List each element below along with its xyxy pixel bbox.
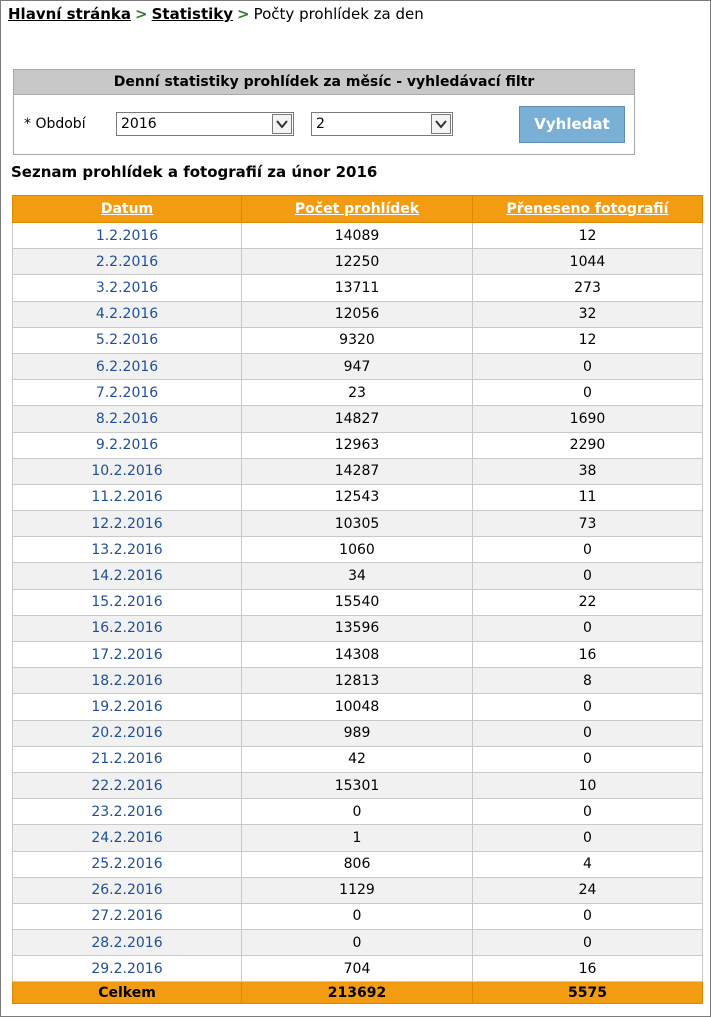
table-row	[13, 746, 703, 772]
visits-cell: 34	[242, 563, 473, 589]
date-cell[interactable]: 11.2.2016	[13, 484, 242, 510]
visits-cell: 23	[242, 380, 473, 406]
total-visits: 213692	[242, 982, 473, 1004]
year-select[interactable]	[116, 112, 294, 136]
date-cell[interactable]: 8.2.2016	[13, 406, 242, 432]
date-cell[interactable]: 7.2.2016	[13, 380, 242, 406]
table-header-row	[13, 196, 703, 223]
sort-link-visits[interactable]: Počet prohlídek	[294, 201, 420, 217]
table-row	[13, 249, 703, 275]
date-cell[interactable]: 1.2.2016	[13, 223, 242, 249]
table-row	[13, 511, 703, 537]
table-row	[13, 877, 703, 903]
table-row	[13, 223, 703, 249]
table-row	[13, 353, 703, 379]
visits-cell: 13596	[242, 615, 473, 641]
date-cell[interactable]: 6.2.2016	[13, 353, 242, 379]
photos-cell: 16	[473, 642, 703, 668]
month-select[interactable]	[311, 112, 453, 136]
table-row	[13, 589, 703, 615]
table-row	[13, 537, 703, 563]
table-row	[13, 956, 703, 982]
breadcrumb-home-link[interactable]: Hlavní stránka	[8, 5, 132, 23]
photos-cell: 0	[473, 615, 703, 641]
visits-cell: 12543	[242, 484, 473, 510]
visits-cell: 10305	[242, 511, 473, 537]
visits-cell: 15301	[242, 772, 473, 798]
table-row	[13, 301, 703, 327]
photos-cell: 0	[473, 799, 703, 825]
column-header-date[interactable]	[13, 196, 242, 223]
date-cell[interactable]: 3.2.2016	[13, 275, 242, 301]
photos-cell: 0	[473, 537, 703, 563]
visits-cell: 15540	[242, 589, 473, 615]
statistics-table	[12, 195, 703, 1004]
visits-cell: 14827	[242, 406, 473, 432]
photos-cell: 1044	[473, 249, 703, 275]
visits-cell: 14308	[242, 642, 473, 668]
photos-cell: 16	[473, 956, 703, 982]
visits-cell: 0	[242, 903, 473, 929]
date-cell[interactable]: 9.2.2016	[13, 432, 242, 458]
search-filter-panel	[13, 69, 635, 155]
table-row	[13, 275, 703, 301]
date-cell[interactable]: 29.2.2016	[13, 956, 242, 982]
photos-cell: 10	[473, 772, 703, 798]
photos-cell: 0	[473, 353, 703, 379]
year-select-value: 2016	[121, 116, 157, 132]
sort-link-photos[interactable]: Přeneseno fotografií	[506, 201, 669, 217]
visits-cell: 13711	[242, 275, 473, 301]
date-cell[interactable]: 13.2.2016	[13, 537, 242, 563]
visits-cell: 806	[242, 851, 473, 877]
date-cell[interactable]: 14.2.2016	[13, 563, 242, 589]
search-button[interactable]: Vyhledat	[519, 106, 625, 143]
table-row	[13, 432, 703, 458]
period-label: * Období	[24, 116, 86, 132]
total-label: Celkem	[13, 982, 242, 1004]
table-row	[13, 484, 703, 510]
table-row	[13, 327, 703, 353]
chevron-down-icon[interactable]	[431, 114, 451, 134]
photos-cell: 0	[473, 720, 703, 746]
column-header-photos[interactable]	[473, 196, 703, 223]
visits-cell: 0	[242, 799, 473, 825]
table-row	[13, 563, 703, 589]
total-row	[13, 982, 703, 1004]
breadcrumb-separator: >	[135, 5, 148, 23]
photos-cell: 4	[473, 851, 703, 877]
visits-cell: 989	[242, 720, 473, 746]
table-row	[13, 406, 703, 432]
date-cell[interactable]: 26.2.2016	[13, 877, 242, 903]
table-row	[13, 642, 703, 668]
date-cell[interactable]: 4.2.2016	[13, 301, 242, 327]
breadcrumb-statistics-link[interactable]: Statistiky	[151, 5, 234, 23]
photos-cell: 0	[473, 903, 703, 929]
breadcrumb-current: Počty prohlídek za den	[253, 5, 424, 23]
table-row	[13, 458, 703, 484]
visits-cell: 12963	[242, 432, 473, 458]
date-cell[interactable]: 10.2.2016	[13, 458, 242, 484]
visits-cell: 12813	[242, 668, 473, 694]
breadcrumb	[8, 5, 424, 23]
sort-link-date[interactable]: Datum	[100, 201, 154, 217]
date-cell[interactable]: 22.2.2016	[13, 772, 242, 798]
table-row	[13, 720, 703, 746]
photos-cell: 24	[473, 877, 703, 903]
chevron-down-icon[interactable]	[272, 114, 292, 134]
photos-cell: 32	[473, 301, 703, 327]
date-cell[interactable]: 27.2.2016	[13, 903, 242, 929]
date-cell[interactable]: 15.2.2016	[13, 589, 242, 615]
filter-title: Denní statistiky prohlídek za měsíc - vyhledávací filtr	[14, 70, 634, 95]
breadcrumb-separator: >	[237, 5, 250, 23]
table-row	[13, 903, 703, 929]
photos-cell: 12	[473, 223, 703, 249]
table-row	[13, 668, 703, 694]
table-row	[13, 380, 703, 406]
photos-cell: 0	[473, 746, 703, 772]
table-row	[13, 615, 703, 641]
date-cell[interactable]: 18.2.2016	[13, 668, 242, 694]
date-cell[interactable]: 28.2.2016	[13, 930, 242, 956]
visits-cell: 947	[242, 353, 473, 379]
photos-cell: 0	[473, 563, 703, 589]
photos-cell: 22	[473, 589, 703, 615]
date-cell[interactable]: 23.2.2016	[13, 799, 242, 825]
photos-cell: 73	[473, 511, 703, 537]
date-cell[interactable]: 25.2.2016	[13, 851, 242, 877]
photos-cell: 11	[473, 484, 703, 510]
photos-cell: 1690	[473, 406, 703, 432]
table-row	[13, 825, 703, 851]
date-cell[interactable]: 16.2.2016	[13, 615, 242, 641]
visits-cell: 14287	[242, 458, 473, 484]
visits-cell: 1129	[242, 877, 473, 903]
visits-cell: 1060	[242, 537, 473, 563]
visits-cell: 12250	[242, 249, 473, 275]
visits-cell: 10048	[242, 694, 473, 720]
photos-cell: 12	[473, 327, 703, 353]
list-title: Seznam prohlídek a fotografií za únor 2016	[11, 163, 378, 181]
photos-cell: 2290	[473, 432, 703, 458]
visits-cell: 42	[242, 746, 473, 772]
table-row	[13, 694, 703, 720]
photos-cell: 0	[473, 825, 703, 851]
photos-cell: 0	[473, 694, 703, 720]
total-photos: 5575	[473, 982, 703, 1004]
photos-cell: 8	[473, 668, 703, 694]
table-row	[13, 799, 703, 825]
column-header-visits[interactable]	[242, 196, 473, 223]
visits-cell: 14089	[242, 223, 473, 249]
photos-cell: 273	[473, 275, 703, 301]
visits-cell: 1	[242, 825, 473, 851]
photos-cell: 0	[473, 930, 703, 956]
month-select-value: 2	[316, 116, 325, 132]
date-cell[interactable]: 20.2.2016	[13, 720, 242, 746]
date-cell[interactable]: 12.2.2016	[13, 511, 242, 537]
table-row	[13, 930, 703, 956]
table-row	[13, 772, 703, 798]
photos-cell: 0	[473, 380, 703, 406]
date-cell[interactable]: 21.2.2016	[13, 746, 242, 772]
visits-cell: 704	[242, 956, 473, 982]
date-cell[interactable]: 19.2.2016	[13, 694, 242, 720]
visits-cell: 9320	[242, 327, 473, 353]
date-cell[interactable]: 2.2.2016	[13, 249, 242, 275]
date-cell[interactable]: 5.2.2016	[13, 327, 242, 353]
photos-cell: 38	[473, 458, 703, 484]
visits-cell: 0	[242, 930, 473, 956]
visits-cell: 12056	[242, 301, 473, 327]
date-cell[interactable]: 17.2.2016	[13, 642, 242, 668]
table-row	[13, 851, 703, 877]
date-cell[interactable]: 24.2.2016	[13, 825, 242, 851]
